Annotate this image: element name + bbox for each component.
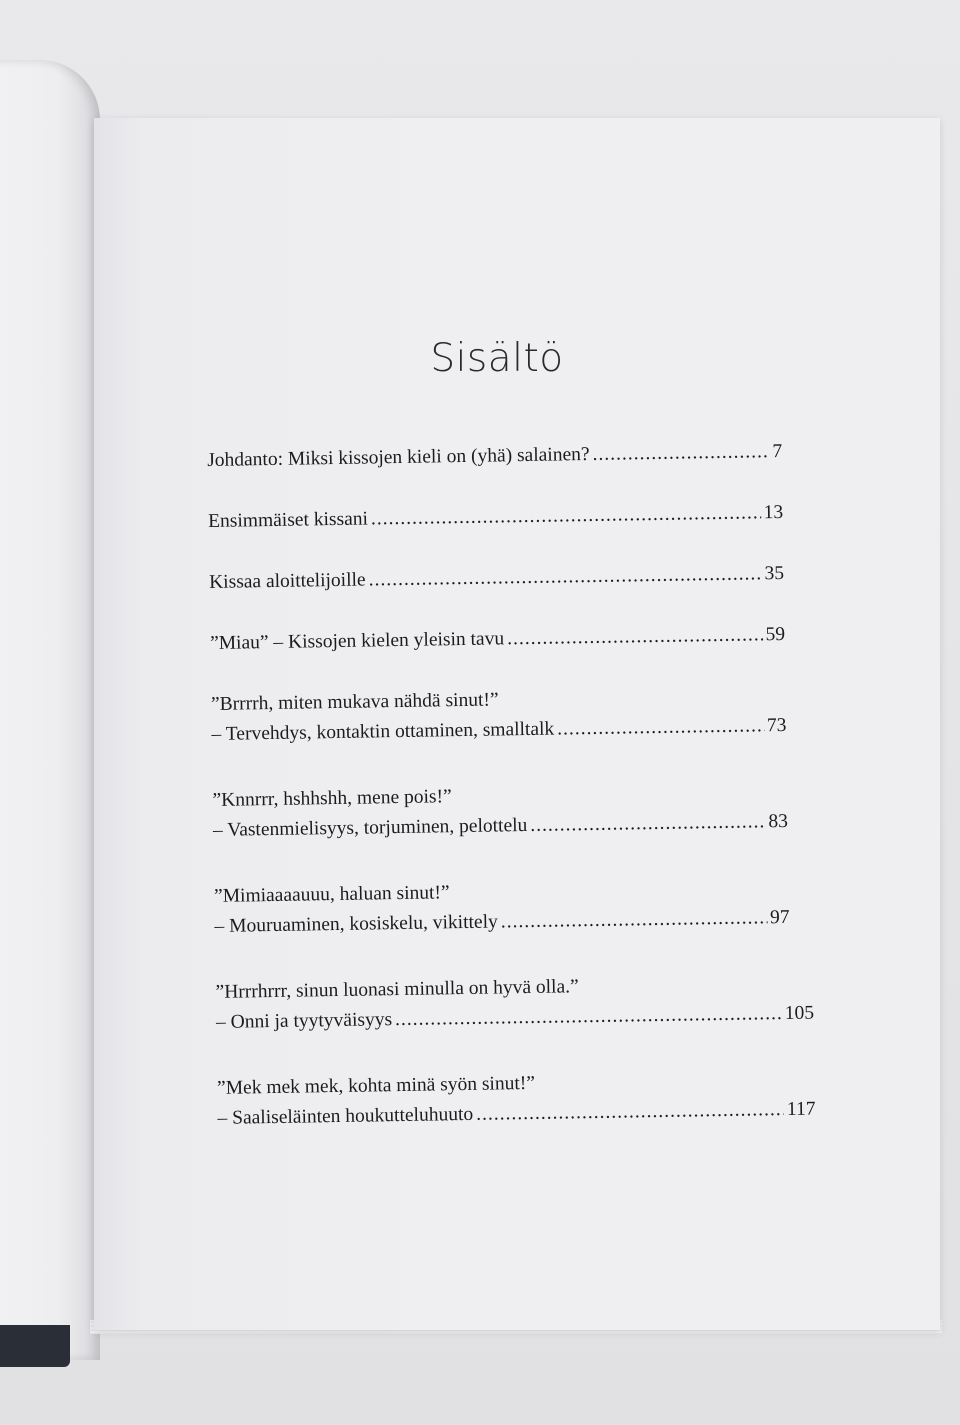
toc-title: Kissaa aloittelijoille — [208, 569, 366, 593]
toc-title-line: ”Mek mek mek, kohta minä syön sinut!” — [216, 1072, 536, 1099]
toc-title-line: ”Mimiaaaauuu, haluan sinut!” — [213, 882, 450, 907]
toc-title-line: ”Knnrrr, hshhshh, mene pois!” — [212, 786, 452, 811]
toc-page-number: 59 — [765, 623, 786, 646]
toc-line — [208, 498, 783, 537]
toc-page-number: 7 — [772, 440, 783, 463]
toc-leader-dots — [592, 437, 769, 470]
toc-leader-dots — [371, 498, 761, 534]
toc-subtitle: – Saaliseläinten houkutteluhuuto — [217, 1103, 474, 1129]
toc-leader-dots — [530, 807, 766, 841]
toc-entry — [214, 873, 815, 942]
toc-leader-dots — [557, 711, 764, 744]
toc-subtitle: – Onni ja tyytyväisyys — [215, 1009, 393, 1033]
toc-subtitle: – Vastenmielisyys, torjuminen, pelottelu — [212, 815, 528, 841]
toc-subtitle: – Tervehdys, kontaktin ottaminen, smalltalk — [211, 718, 555, 745]
toc-page-number: 35 — [764, 562, 785, 585]
toc-leader-dots — [476, 1095, 784, 1130]
toc-title-line: ”Hrrrhrrr, sinun luonasi minulla on hyvä olla.” — [215, 976, 579, 1003]
toc-page-number: 97 — [769, 906, 790, 929]
toc-leader-dots — [501, 903, 768, 937]
toc-entry — [212, 777, 813, 846]
left-page — [0, 60, 100, 1360]
toc-title-line: ”Brrrrh, miten mukava nähdä sinut!” — [210, 689, 499, 715]
book-cover-edge — [0, 1325, 70, 1367]
toc-entry — [210, 620, 810, 659]
table-of-contents — [207, 437, 818, 1134]
toc-page-number: 13 — [763, 501, 784, 524]
toc-line — [209, 559, 784, 598]
page-title: Sisältö — [430, 336, 564, 381]
toc-page-number: 117 — [786, 1098, 816, 1120]
toc-entry — [217, 1064, 818, 1133]
toc-entry — [211, 681, 812, 750]
toc-leader-dots — [507, 620, 763, 654]
toc-title: Johdanto: Miksi kissojen kieli on (yhä) salainen? — [207, 443, 590, 471]
toc-entry — [215, 969, 816, 1038]
toc-title: ”Miau” – Kissojen kielen yleisin tavu — [209, 628, 505, 654]
toc-page-number: 105 — [784, 1002, 815, 1024]
toc-leader-dots — [395, 999, 782, 1035]
toc-line — [210, 620, 785, 659]
toc-page-number: 73 — [766, 714, 787, 737]
toc-leader-dots — [368, 559, 761, 595]
toc-subtitle: – Mouruaminen, kosiskelu, vikittely — [214, 911, 498, 937]
toc-entry — [208, 498, 808, 537]
toc-entry — [209, 559, 809, 598]
toc-title: Ensimmäiset kissani — [208, 508, 369, 532]
toc-page-number: 83 — [768, 810, 789, 833]
